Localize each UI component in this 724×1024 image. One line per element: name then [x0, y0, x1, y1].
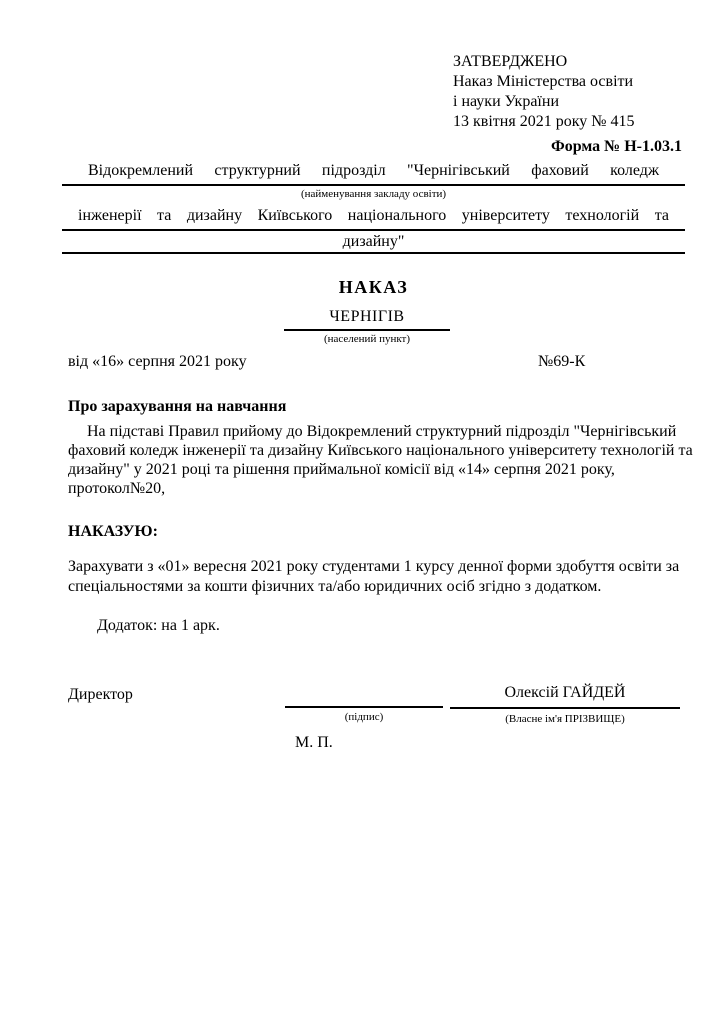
approval-line-1: ЗАТВЕРДЖЕНО	[453, 53, 568, 70]
order-date: від «16» серпня 2021 року	[68, 353, 247, 370]
institution-block	[62, 161, 685, 254]
decree-label: НАКАЗУЮ:	[68, 523, 158, 540]
signature-line	[285, 686, 443, 708]
institution-name-line-3: дизайну"	[62, 233, 685, 254]
order-subject: Про зарахування на навчання	[68, 398, 287, 415]
attachment-note: Додаток: на 1 арк.	[97, 617, 220, 634]
approval-block	[453, 52, 635, 132]
approval-line-2: Наказ Міністерства освіти	[453, 73, 634, 90]
signature-line-block	[285, 686, 443, 724]
city-block	[284, 308, 450, 346]
city-caption: (населений пункт)	[323, 333, 411, 345]
signature-caption: (підпис)	[344, 711, 384, 723]
institution-caption: (найменування закладу освіти)	[300, 188, 447, 200]
order-city: ЧЕРНІГІВ	[284, 308, 450, 331]
institution-name-line-2: інженерії та дизайну Київського національного університету технологій та	[62, 206, 685, 231]
signatory-name: Олексій ГАЙДЕЙ	[450, 684, 680, 709]
signatory-name-caption: (Власне ім'я ПРІЗВИЩЕ)	[505, 713, 625, 725]
institution-name-line-1: Відокремлений структурний підрозділ "Чернігівський фаховий коледж	[62, 161, 685, 186]
order-number: №69-К	[538, 353, 586, 370]
signature-position-label: Директор	[68, 686, 133, 703]
stamp-placeholder: М. П.	[295, 734, 333, 751]
approval-line-3: і науки України	[453, 93, 559, 110]
signatory-name-block	[450, 684, 680, 726]
approval-line-4: 13 квітня 2021 року № 415	[453, 113, 635, 130]
form-number-label: Форма № Н-1.03.1	[550, 138, 682, 155]
order-preamble: На підставі Правил прийому до Відокремлений структурний підрозділ "Чернігівський фаховий коледж інженерії та дизайну Київського національного університету технологій та дизайну" у 2021 році та рішення приймальної комісії від «14» серпня 2021 року, протокол№20,	[68, 423, 693, 497]
decree-body: Зарахувати з «01» вересня 2021 року студентами 1 курсу денної форми здобуття освіти за спеціальностями за кошти фізичних та/або юридичних осіб згідно з додатком.	[68, 558, 680, 595]
order-title: НАКАЗ	[338, 277, 409, 297]
